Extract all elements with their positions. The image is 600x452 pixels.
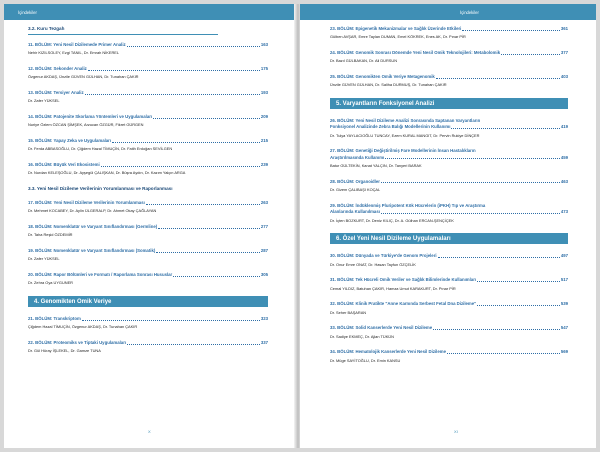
chapter-page-number: 419 bbox=[560, 124, 568, 130]
toc-entry[interactable] bbox=[28, 66, 268, 80]
chapter-page-number: 287 bbox=[260, 248, 268, 253]
section-divider bbox=[28, 34, 218, 35]
chapter-title: 25. BÖLÜM: Genomikten Omik Veriye Metagenomik bbox=[330, 74, 435, 79]
chapter-authors: Dr. Seher BAŞARAN bbox=[330, 309, 367, 315]
chapter-page-number: 539 bbox=[560, 301, 568, 307]
leader-dots bbox=[385, 158, 560, 159]
chapter-authors: Dr. Zafer YÜKSEL bbox=[28, 256, 60, 262]
chapter-title-row bbox=[28, 340, 268, 346]
leader-dots bbox=[158, 228, 260, 229]
chapter-title-row bbox=[330, 179, 568, 185]
chapter-authors: Dr. Bazıl GÜLBAKAN, Dr. Ali DURSUN bbox=[330, 58, 398, 64]
chapter-title-row bbox=[28, 114, 268, 120]
toc-entry[interactable] bbox=[330, 277, 568, 291]
chapter-page-number: 175 bbox=[260, 66, 268, 71]
chapter-title: 22. BÖLÜM: Proteomiks ve Tiptaki Uygulamaları bbox=[28, 340, 127, 345]
leader-dots bbox=[433, 329, 560, 330]
chapter-authors: Dr. Tulya YAYLACIOĞLU TUNCAY, Ezem KURAL MANGIT, Dr. Pervin Rukiye DİNÇER bbox=[330, 132, 480, 138]
chapter-title-row bbox=[330, 74, 568, 80]
leader-dots bbox=[381, 182, 560, 183]
chapter-authors: Nehir KIZILSOLEY, Ezgi TANIL, Dr. Emrah NİKEREL bbox=[28, 50, 120, 56]
chapter-title-row bbox=[330, 209, 568, 215]
chapter-authors: Dr. Onur Emre ONAT, Dr. Hasan Tayfun ÖZÇELİK bbox=[330, 261, 416, 267]
chapter-page-number: 215 bbox=[260, 138, 268, 143]
section-band bbox=[330, 98, 568, 109]
chapter-page-number: 403 bbox=[560, 74, 568, 79]
toc-list bbox=[330, 26, 568, 88]
chapter-authors: Özgenur AKDAŞ, Ünzile GÜVEN GÜLHAN, Dr. Tunahan ÇAKIR bbox=[28, 74, 139, 80]
chapter-title-row bbox=[28, 224, 268, 230]
section-band-label: 5. Varyantların Fonksiyonel Analizi bbox=[336, 100, 435, 107]
toc-entry[interactable] bbox=[330, 301, 568, 315]
chapter-title: 12. BÖLÜM: Sekonder Analiz bbox=[28, 66, 87, 71]
leader-dots bbox=[153, 118, 260, 119]
chapter-page-number: 277 bbox=[260, 224, 268, 229]
chapter-title: 30. BÖLÜM: Dünyada ve Türkiye'de Genom Projeleri bbox=[330, 253, 437, 259]
leader-dots bbox=[173, 276, 260, 277]
right-page bbox=[300, 4, 596, 448]
leader-dots bbox=[447, 353, 560, 354]
toc-entry[interactable] bbox=[28, 162, 268, 176]
chapter-authors: Dr. Zehra Oya UYGUNER bbox=[28, 280, 73, 286]
leader-dots bbox=[462, 30, 559, 31]
chapter-title: 33. BÖLÜM: Solid Kanserlerde Yeni Nesil Dizileme bbox=[330, 325, 433, 331]
chapter-title-row bbox=[330, 301, 568, 307]
chapter-title: 23. BÖLÜM: Epigenetik Mekanizmalar ve Sağlık Üzerinde Etkileri bbox=[330, 26, 462, 31]
chapter-title: 16. BÖLÜM: Büyük Veri Ekosistemi bbox=[28, 162, 100, 167]
chapter-page-number: 209 bbox=[260, 114, 268, 119]
section-band bbox=[330, 233, 568, 244]
chapter-title: 18. BÖLÜM: Nomenklatür ve Varyant Sınıflandırması (Germline) bbox=[28, 224, 158, 229]
leader-dots bbox=[156, 252, 260, 253]
toc-list bbox=[28, 200, 268, 286]
chapter-title-row bbox=[28, 42, 268, 48]
toc-entry[interactable] bbox=[28, 90, 268, 104]
chapter-title-row bbox=[28, 90, 268, 96]
toc-entry[interactable] bbox=[28, 42, 268, 56]
chapter-title-row bbox=[28, 66, 268, 72]
chapter-authors: Dr. Gül Hüray İŞLEKEL, Dr. Gamze TUNA bbox=[28, 348, 101, 354]
toc-list bbox=[330, 118, 568, 223]
chapter-authors: Dr. Ferda ABBASOĞLU, Dr. Çiğdem Hazal TİMUÇİN, Dr. Fatih Erdoğan SEVİLGEN bbox=[28, 146, 173, 152]
chapter-authors: Nuriye Özlem ÖZCAN ŞİMŞEK, Arzucan ÖZGÜR, Fikret GÜRGEN bbox=[28, 122, 144, 128]
chapter-page-number: 517 bbox=[560, 277, 568, 283]
left-content bbox=[4, 26, 296, 354]
toc-entry[interactable] bbox=[330, 74, 568, 88]
page-number: X bbox=[148, 429, 151, 434]
right-page-header bbox=[300, 4, 596, 20]
chapter-page-number: 263 bbox=[260, 200, 268, 205]
leader-dots bbox=[381, 213, 560, 214]
leader-dots bbox=[438, 257, 560, 258]
toc-entry[interactable] bbox=[28, 340, 268, 354]
chapter-title-line: 27. BÖLÜM: Genetiği Değiştirilmiş Fare Modellerinin İnsan Hastalıkların bbox=[330, 148, 476, 154]
chapter-page-number: 305 bbox=[260, 272, 268, 277]
toc-entry[interactable] bbox=[330, 203, 568, 223]
chapter-page-number: 337 bbox=[260, 340, 268, 345]
page-number: XI bbox=[454, 429, 458, 434]
chapter-title-row bbox=[330, 253, 568, 259]
chapter-title-row bbox=[28, 138, 268, 144]
chapter-title-line: 29. BÖLÜM: İndüklenmiş Pluripotent Kök Hücrelerin (iPKH) Tıp ve Araştırma bbox=[330, 202, 486, 208]
chapter-title-line: Alanlarında Kullanılması bbox=[330, 209, 380, 215]
toc-list bbox=[28, 316, 268, 354]
chapter-title: 15. BÖLÜM: Yapay Zeka ve Uygulamaları bbox=[28, 138, 112, 143]
leader-dots bbox=[146, 204, 260, 205]
chapter-title-row bbox=[330, 26, 568, 32]
toc-entry[interactable] bbox=[28, 138, 268, 152]
header-label: İçindekiler bbox=[460, 9, 479, 15]
toc-entry[interactable] bbox=[28, 114, 268, 128]
chapter-authors: Dr. Zafer YÜKSEL bbox=[28, 98, 60, 104]
chapter-title: 21. BÖLÜM: Transkriptom bbox=[28, 316, 81, 321]
chapter-authors: Dr. Nurdan KELEŞOĞLU, Dr. Ayşegül ÇALIŞKAN, Dr. Büşra Aydın, Dr. Kazım Yalçın ARGA bbox=[28, 170, 186, 176]
header-label: İçindekiler bbox=[18, 9, 37, 15]
chapter-title-row bbox=[330, 50, 568, 56]
chapter-page-number: 547 bbox=[560, 325, 568, 331]
chapter-title: 14. BÖLÜM: Patojenite Skorlama Yöntemleri ve Uygulamaları bbox=[28, 114, 153, 119]
chapter-page-number: 361 bbox=[560, 26, 568, 31]
toc-entry[interactable] bbox=[330, 349, 568, 363]
leader-dots bbox=[112, 142, 260, 143]
chapter-title: 19. BÖLÜM: Nomenklatür ve Varyant Sınıflandırması (Somatik) bbox=[28, 248, 156, 253]
chapter-title-line: Araştırılmasında Kullanımı bbox=[330, 154, 385, 160]
leader-dots bbox=[85, 94, 260, 95]
right-content bbox=[300, 20, 596, 363]
leader-dots bbox=[436, 78, 560, 79]
toc-entry[interactable] bbox=[28, 200, 268, 214]
chapter-title-row bbox=[28, 272, 268, 278]
chapter-authors: Dr. Mehmet KOCABEY, Dr. Aylin ÜLGERALP, Dr. Ahmet Okay ÇAĞLAYAN bbox=[28, 208, 157, 214]
left-page bbox=[4, 4, 296, 448]
chapter-title-row bbox=[28, 162, 268, 168]
chapter-title: 34. BÖLÜM: Hematolojik Kanserlerde Yeni Nesil Dizileme bbox=[330, 349, 446, 355]
section-band bbox=[28, 296, 268, 307]
chapter-title-line: 26. BÖLÜM: Yeni Nesil Dizileme Analizi Sonrasında Saptanan Varyantların bbox=[330, 118, 481, 123]
chapter-authors: Dr. Müge SAYİTOĞLU, Dr. Emin KANSU bbox=[330, 357, 401, 363]
chapter-title-row bbox=[28, 248, 268, 254]
chapter-title: 32. BÖLÜM: Klinik Pratikte "Anne Karnında Serbest Fetal Dna Dizileme" bbox=[330, 301, 477, 307]
left-page-header bbox=[4, 4, 296, 20]
chapter-page-number: 569 bbox=[560, 349, 568, 355]
chapter-title: 20. BÖLÜM: Rapor Bölümleri ve Formatı / Raporlama Sonrası Hususlar bbox=[28, 272, 173, 277]
toc-entry[interactable] bbox=[330, 118, 568, 138]
chapter-title-line: Fonksiyonel Analizinde Zebra Balığı Modellerinin Kullanımı bbox=[330, 124, 451, 130]
chapter-title-row bbox=[330, 325, 568, 331]
chapter-title: 11. BÖLÜM: Yeni Nesil Dizilemede Primer Analiz bbox=[28, 42, 126, 47]
chapter-page-number: 473 bbox=[560, 209, 568, 215]
chapter-title: 17. BÖLÜM: Yeni Nesil Dizileme Verilerinin Yorumlanması bbox=[28, 200, 145, 205]
toc-entry[interactable] bbox=[330, 179, 568, 193]
toc-entry[interactable] bbox=[330, 253, 568, 267]
chapter-title: 13. BÖLÜM: Tersiyer Analiz bbox=[28, 90, 84, 95]
chapter-title-row bbox=[28, 200, 268, 206]
chapter-page-number: 323 bbox=[260, 316, 268, 321]
chapter-authors: Çiğdem Hazal TİMUÇİN, Özgenur AKDAŞ, Dr. Tunahan ÇAKIR bbox=[28, 324, 138, 330]
leader-dots bbox=[127, 344, 260, 345]
chapter-page-number: 163 bbox=[260, 42, 268, 47]
chapter-page-number: 239 bbox=[260, 162, 268, 167]
leader-dots bbox=[477, 305, 560, 306]
chapter-title: 24. BÖLÜM: Genomik Sonrası Dönemde Yeni Nesil Omik Teknolojileri: Metabolomik bbox=[330, 50, 501, 55]
chapter-title-row bbox=[330, 277, 568, 283]
leader-dots bbox=[451, 128, 559, 129]
chapter-page-number: 193 bbox=[260, 90, 268, 95]
subsection-title: 3.3. Yeni Nesil Dizileme Verilerinin Yorumlanması ve Raporlanması bbox=[28, 186, 173, 191]
toc-entry[interactable] bbox=[330, 325, 568, 339]
section-band-label: 6. Özel Yeni Nesil Dizileme Uygulamaları bbox=[336, 235, 451, 242]
toc-entry[interactable] bbox=[330, 26, 568, 40]
chapter-authors: Dr. Sadiye EKMEÇ, Dr. Ajlan TÜKÜN bbox=[330, 333, 394, 339]
chapter-title-row bbox=[330, 349, 568, 355]
chapter-page-number: 377 bbox=[560, 50, 568, 55]
chapter-authors: Gülben AVŞAR, Emre Taylan DUMAN, Emel KÖKREK, Enes AK, Dr. Pınar PİR bbox=[330, 34, 466, 40]
chapter-title: 31. BÖLÜM: Tek Hücreli Omik Veriler ve Sağlık Bilimlerinde Kullanımları bbox=[330, 277, 477, 283]
leader-dots bbox=[501, 54, 560, 55]
toc-list bbox=[28, 42, 268, 176]
leader-dots bbox=[88, 70, 260, 71]
toc-entry[interactable] bbox=[330, 50, 568, 64]
toc-entry[interactable] bbox=[330, 148, 568, 168]
leader-dots bbox=[477, 281, 560, 282]
toc-entry[interactable] bbox=[28, 248, 268, 262]
leader-dots bbox=[101, 166, 260, 167]
toc-list bbox=[330, 253, 568, 363]
chapter-authors: Batur GÜLTEKİN, Kanat YALÇIN, Dr. Tanyeri BARAK bbox=[330, 163, 422, 169]
toc-entry[interactable] bbox=[28, 272, 268, 286]
chapter-title-row bbox=[330, 124, 568, 130]
chapter-page-number: 459 bbox=[560, 154, 568, 160]
section-band-label: 4. Genomikten Omik Veriye bbox=[34, 298, 112, 305]
leader-dots bbox=[127, 46, 260, 47]
chapter-title-row bbox=[330, 155, 568, 161]
chapter-authors: Dr. Taha Reşid ÖZDEMİR bbox=[28, 232, 73, 238]
chapter-page-number: 463 bbox=[560, 178, 568, 184]
toc-entry[interactable] bbox=[28, 224, 268, 238]
chapter-title: 28. BÖLÜM: Organoidler bbox=[330, 178, 380, 184]
chapter-authors: Ünzile GÜVEN GÜLHAN, Dr. Saliha DURMUŞ, Dr. Tunahan ÇAKIR bbox=[330, 82, 447, 88]
chapter-authors: Cemal YILDIZ, Batuhan ÇAKIR, Hamza Umut KARAKURT, Dr. Pınar PİR bbox=[330, 285, 456, 291]
section-title: 3.2. Kuru Tezgah bbox=[28, 26, 65, 31]
chapter-title-row bbox=[28, 316, 268, 322]
chapter-authors: Dr. Gizem ÇALIBAŞI KOÇAL bbox=[330, 187, 381, 193]
toc-entry[interactable] bbox=[28, 316, 268, 330]
leader-dots bbox=[82, 320, 260, 321]
chapter-authors: Dr. İçten BOZKURT, Dr. Deniz KILIÇ, Dr. A. Gülhan ERCAN-ŞENÇİÇEK bbox=[330, 217, 454, 223]
chapter-page-number: 497 bbox=[560, 253, 568, 259]
